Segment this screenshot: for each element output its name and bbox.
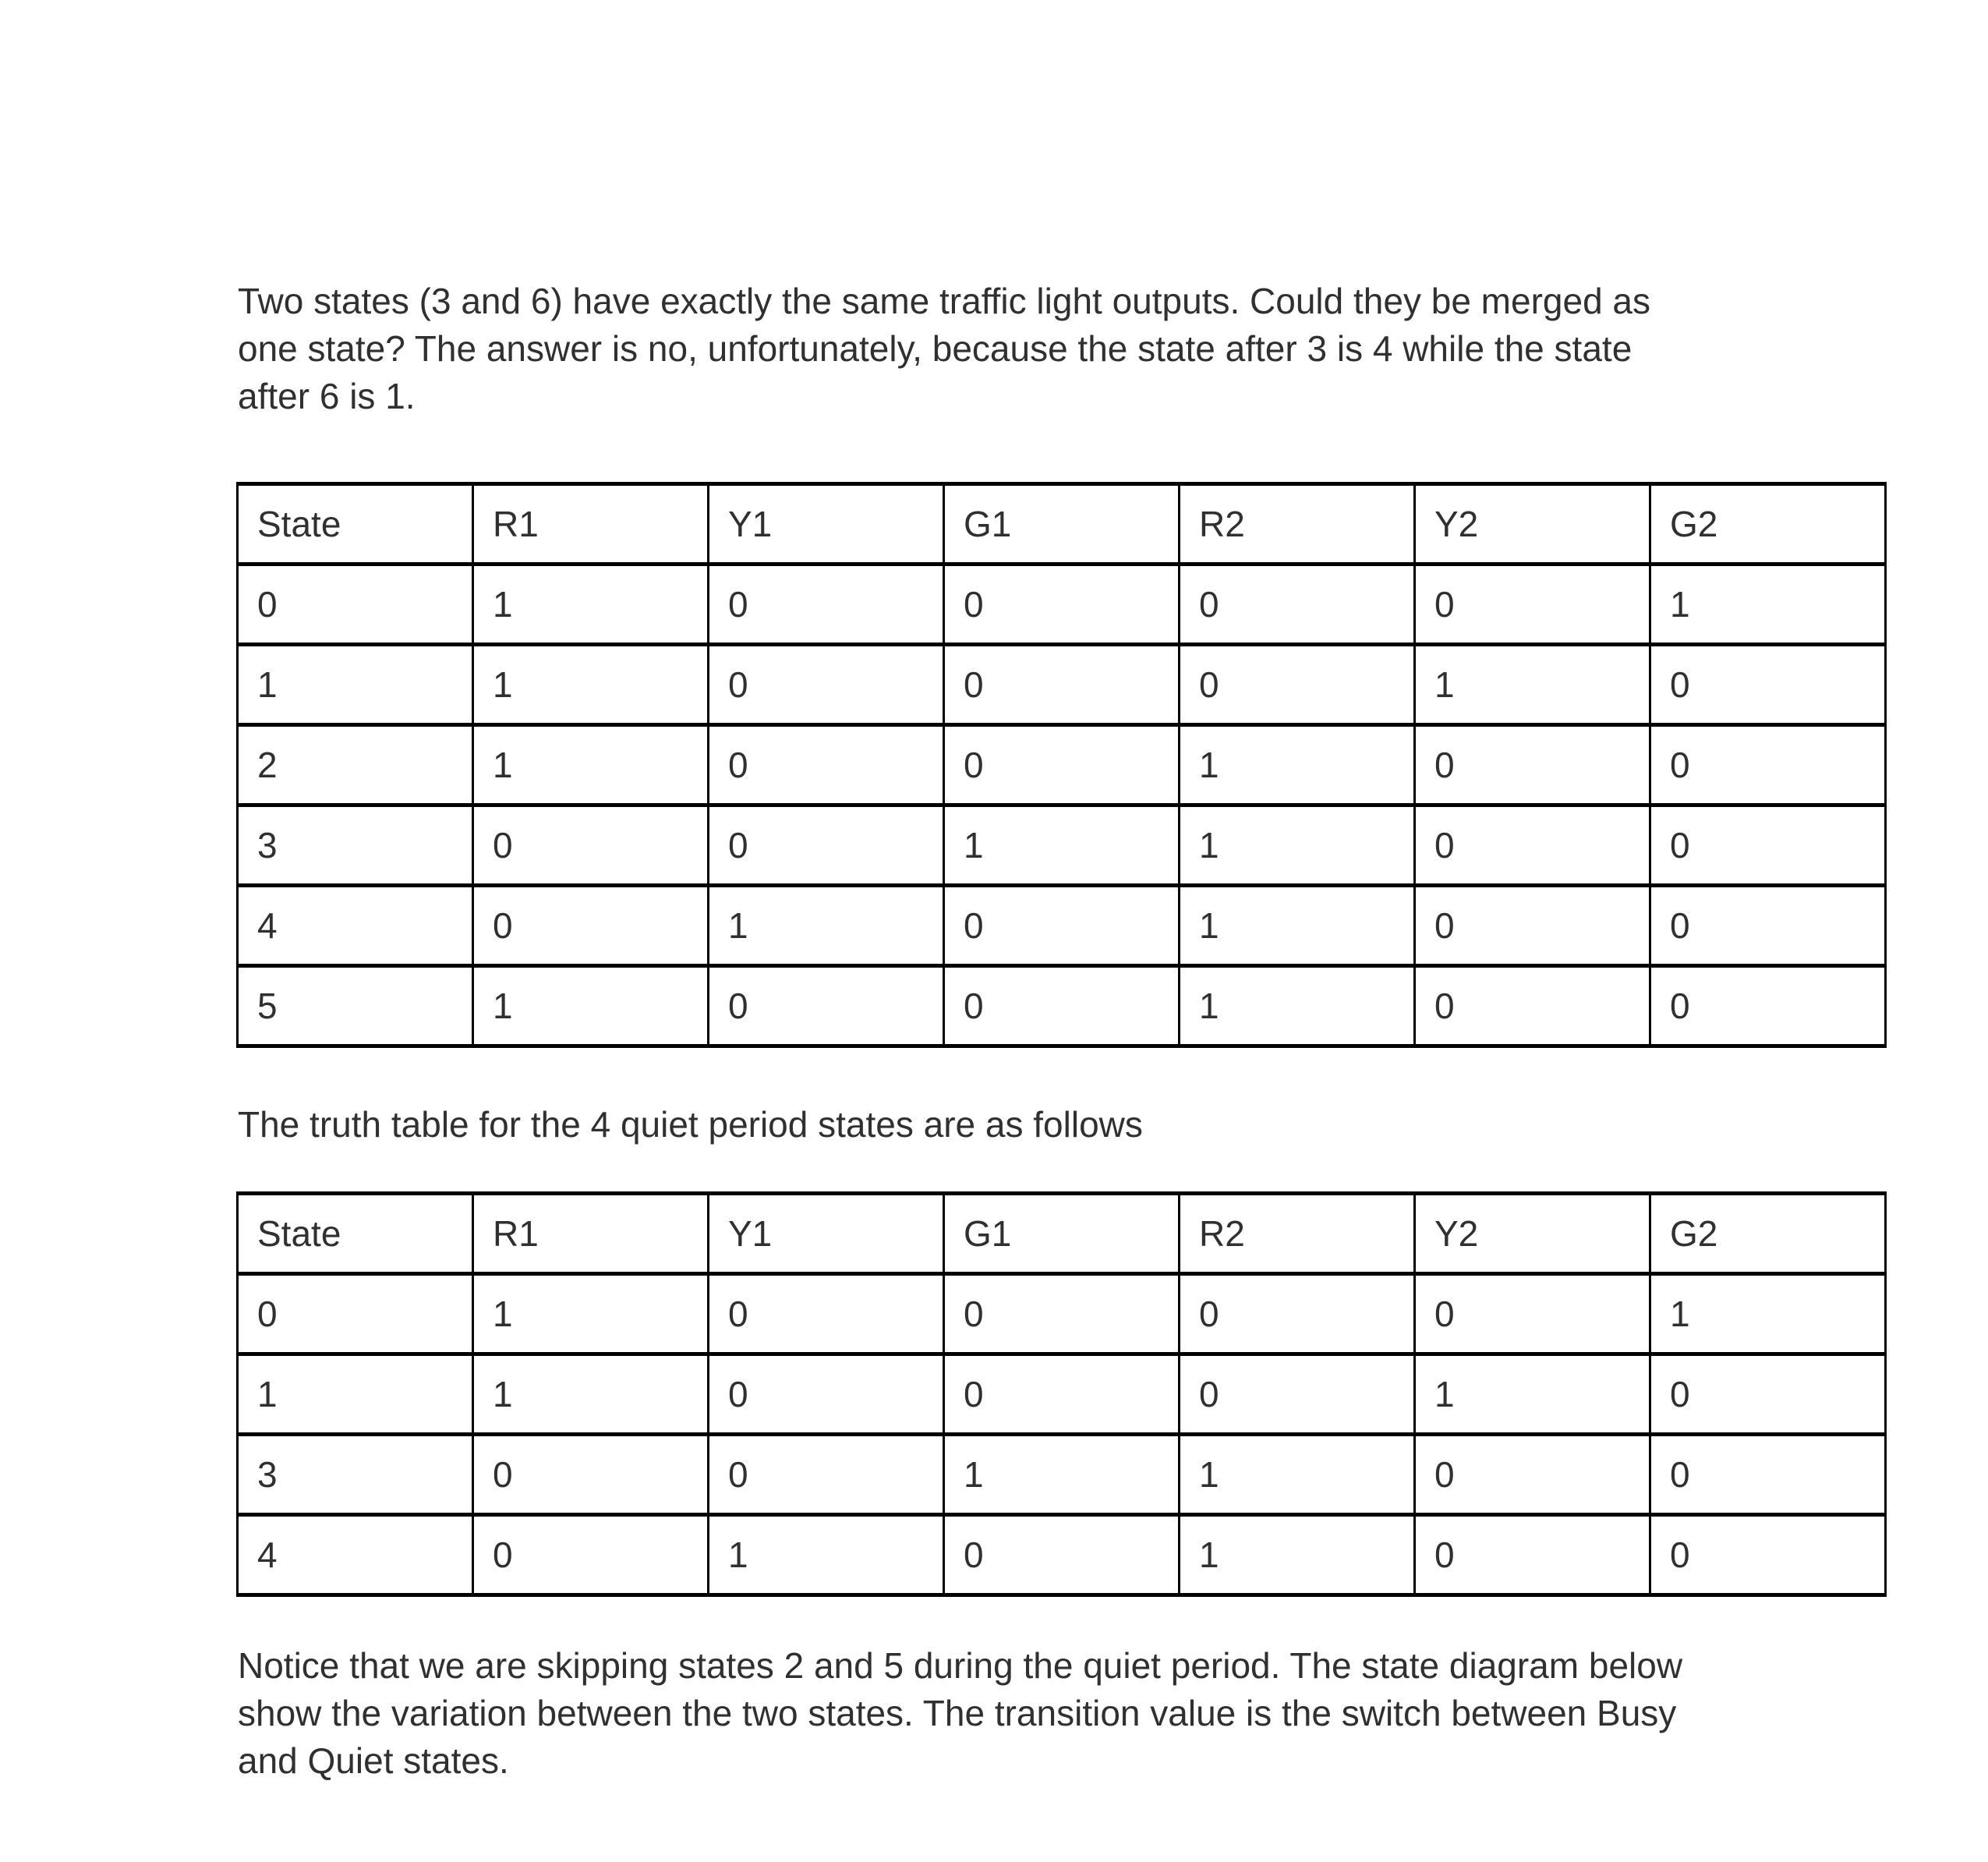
table-cell: 3 xyxy=(238,805,473,886)
table-cell: 0 xyxy=(1650,1515,1886,1595)
table-row xyxy=(238,966,1886,1046)
quiet-table-intro-text: The truth table for the 4 quiet period states are as follows xyxy=(238,1104,1143,1145)
table-cell: 0 xyxy=(1415,1515,1650,1595)
table-cell: 1 xyxy=(473,565,709,645)
column-header: State xyxy=(238,1194,473,1274)
table-row xyxy=(238,886,1886,966)
table-cell: 0 xyxy=(709,805,944,886)
table-cell: 0 xyxy=(944,565,1180,645)
table-row xyxy=(238,1354,1886,1435)
table-cell: 0 xyxy=(1650,886,1886,966)
table-row xyxy=(238,565,1886,645)
table-header-row xyxy=(238,484,1886,565)
table-cell: 2 xyxy=(238,725,473,805)
table-cell: 0 xyxy=(944,966,1180,1046)
table-cell: 0 xyxy=(238,565,473,645)
closing-paragraph xyxy=(238,1642,1682,1785)
table-cell: 0 xyxy=(1180,1354,1415,1435)
table-cell: 1 xyxy=(1415,645,1650,725)
table-cell: 1 xyxy=(1180,725,1415,805)
table-cell: 0 xyxy=(709,1354,944,1435)
table-cell: 0 xyxy=(473,1515,709,1595)
table-cell: 0 xyxy=(944,886,1180,966)
table-cell: 1 xyxy=(944,1435,1180,1515)
table-cell: 5 xyxy=(238,966,473,1046)
column-header: Y1 xyxy=(709,1194,944,1274)
table-cell: 1 xyxy=(1180,886,1415,966)
table-cell: 0 xyxy=(1180,565,1415,645)
table-cell: 3 xyxy=(238,1435,473,1515)
all-states-truth-table xyxy=(236,482,1887,1048)
intro-paragraph xyxy=(238,278,1650,420)
table-cell: 0 xyxy=(238,1274,473,1354)
table-cell: 0 xyxy=(944,645,1180,725)
table-cell: 1 xyxy=(473,966,709,1046)
table-cell: 0 xyxy=(709,565,944,645)
column-header: Y2 xyxy=(1415,484,1650,565)
table-row xyxy=(238,1274,1886,1354)
table-cell: 4 xyxy=(238,886,473,966)
table-cell: 1 xyxy=(1650,565,1886,645)
text-line: and Quiet states. xyxy=(238,1740,509,1781)
column-header: Y2 xyxy=(1415,1194,1650,1274)
text-line: show the variation between the two states. The transition value is the switch between Busy xyxy=(238,1693,1677,1733)
text-line: one state? The answer is no, unfortunately, because the state after 3 is 4 while the state xyxy=(238,328,1632,369)
column-header: G1 xyxy=(944,484,1180,565)
table-cell: 1 xyxy=(1180,1515,1415,1595)
table-cell: 1 xyxy=(473,645,709,725)
column-header: G1 xyxy=(944,1194,1180,1274)
table-cell: 0 xyxy=(709,966,944,1046)
table-cell: 0 xyxy=(709,725,944,805)
table-header-row xyxy=(238,1194,1886,1274)
table-cell: 0 xyxy=(944,725,1180,805)
table-cell: 0 xyxy=(473,805,709,886)
table-cell: 0 xyxy=(1650,1435,1886,1515)
column-header: R1 xyxy=(473,484,709,565)
column-header: State xyxy=(238,484,473,565)
text-line: after 6 is 1. xyxy=(238,376,416,416)
table-cell: 1 xyxy=(473,725,709,805)
table-cell: 0 xyxy=(944,1274,1180,1354)
table-row xyxy=(238,1435,1886,1515)
table-cell: 1 xyxy=(1415,1354,1650,1435)
column-header: R2 xyxy=(1180,484,1415,565)
table-cell: 0 xyxy=(1415,1435,1650,1515)
table-cell: 0 xyxy=(1415,966,1650,1046)
table-cell: 1 xyxy=(709,886,944,966)
table-cell: 1 xyxy=(1180,805,1415,886)
table-cell: 0 xyxy=(709,645,944,725)
table-row xyxy=(238,645,1886,725)
table-cell: 0 xyxy=(709,1435,944,1515)
table-cell: 1 xyxy=(1180,1435,1415,1515)
table-cell: 0 xyxy=(1180,1274,1415,1354)
table-cell: 1 xyxy=(944,805,1180,886)
text-line: Two states (3 and 6) have exactly the same traffic light outputs. Could they be merged as xyxy=(238,281,1651,321)
table-cell: 1 xyxy=(473,1274,709,1354)
table-cell: 0 xyxy=(1650,966,1886,1046)
table-cell: 0 xyxy=(1650,725,1886,805)
column-header: Y1 xyxy=(709,484,944,565)
column-header: G2 xyxy=(1650,1194,1886,1274)
table-cell: 0 xyxy=(709,1274,944,1354)
table-cell: 1 xyxy=(473,1354,709,1435)
column-header: G2 xyxy=(1650,484,1886,565)
table-cell: 1 xyxy=(238,645,473,725)
table-cell: 1 xyxy=(238,1354,473,1435)
table-cell: 1 xyxy=(709,1515,944,1595)
table-cell: 0 xyxy=(1650,645,1886,725)
table-cell: 4 xyxy=(238,1515,473,1595)
table-cell: 0 xyxy=(1650,805,1886,886)
table-row xyxy=(238,805,1886,886)
table-cell: 0 xyxy=(473,1435,709,1515)
table-row xyxy=(238,1515,1886,1595)
table-cell: 0 xyxy=(1180,645,1415,725)
table-cell: 1 xyxy=(1650,1274,1886,1354)
text-line: Notice that we are skipping states 2 and 5 during the quiet period. The state diagram below xyxy=(238,1645,1683,1686)
table-cell: 1 xyxy=(1180,966,1415,1046)
table-cell: 0 xyxy=(1415,886,1650,966)
table-cell: 0 xyxy=(1415,805,1650,886)
table-cell: 0 xyxy=(1415,565,1650,645)
column-header: R1 xyxy=(473,1194,709,1274)
table-cell: 0 xyxy=(1650,1354,1886,1435)
table-row xyxy=(238,725,1886,805)
table-cell: 0 xyxy=(944,1354,1180,1435)
table-cell: 0 xyxy=(1415,725,1650,805)
table-cell: 0 xyxy=(473,886,709,966)
table-cell: 0 xyxy=(1415,1274,1650,1354)
quiet-states-truth-table xyxy=(236,1191,1887,1597)
column-header: R2 xyxy=(1180,1194,1415,1274)
table-cell: 0 xyxy=(944,1515,1180,1595)
